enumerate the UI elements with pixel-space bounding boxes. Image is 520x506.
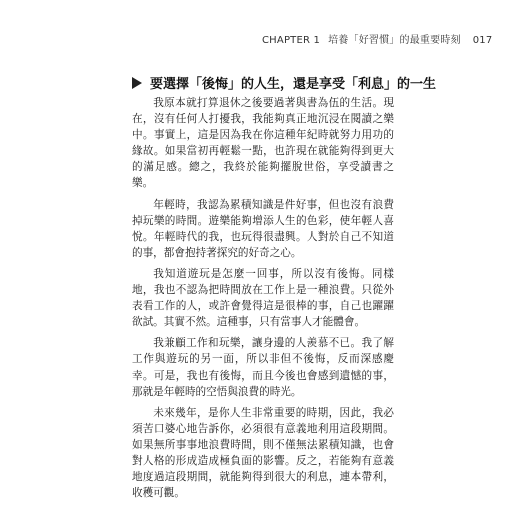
paragraph-5: 未來幾年，是你人生非常重要的時期，因此，我必須苦口婆心地告訴你，必須很有意義地利用這段期間。如果無所事事地浪費時間，則不僅無法累積知識，也會對人格的形成造成極負面的影響。反之，若能夠有意義地度過這段期間，就能夠得到很大的利息，連本帶利，收穫可觀。 — [132, 406, 394, 500]
chapter-label: CHAPTER 1 — [262, 35, 321, 46]
chapter-title: 培養「好習慣」的最重要時刻 — [328, 35, 461, 46]
paragraph-3: 我知道遊玩是怎麼一回事，所以沒有後悔。同樣地，我也不認為把時間放在工作上是一種浪費。只從外表看工作的人，或許會覺得這是很棒的事，自己也躍躍欲試。其實不然。這種事，只有當事人才能體會。 — [132, 267, 394, 329]
body-text — [132, 95, 394, 506]
section-heading-text: 要選擇「後悔」的人生，還是享受「利息」的一生 — [150, 77, 437, 92]
paragraph-1: 我原本就打算退休之後要過著與書為伍的生活。現在，沒有任何人打擾我，我能夠真正地沉浸在閱讀之樂中。事實上，這是因為我在你這種年紀時就努力用功的緣故。如果當初再輕鬆一點，也許現在就能夠得到更大的滿足感。總之，我終於能夠擺脫世俗，享受讀書之樂。 — [132, 97, 394, 190]
section-heading — [132, 73, 437, 92]
triangle-bullet-icon — [132, 77, 142, 89]
running-header — [262, 31, 520, 46]
paragraph-4: 我兼顧工作和玩樂，讓身邊的人羨慕不已。我了解工作與遊玩的另一面，所以非但不後悔，反而深感慶幸。可是，我也有後悔，而且今後也會感到遺憾的事，那就是年輕時的空悟與浪費的時光。 — [132, 337, 394, 398]
paragraph-2: 年輕時，我認為累積知識是件好事，但也沒有浪費掉玩樂的時間。遊樂能夠增添人生的色彩，使年輕人喜悅。年輕時代的我，也玩得很盡興。人對於自己不知道的事，都會抱持著探究的好奇之心。 — [132, 198, 394, 259]
page-number: 017 — [472, 35, 493, 46]
